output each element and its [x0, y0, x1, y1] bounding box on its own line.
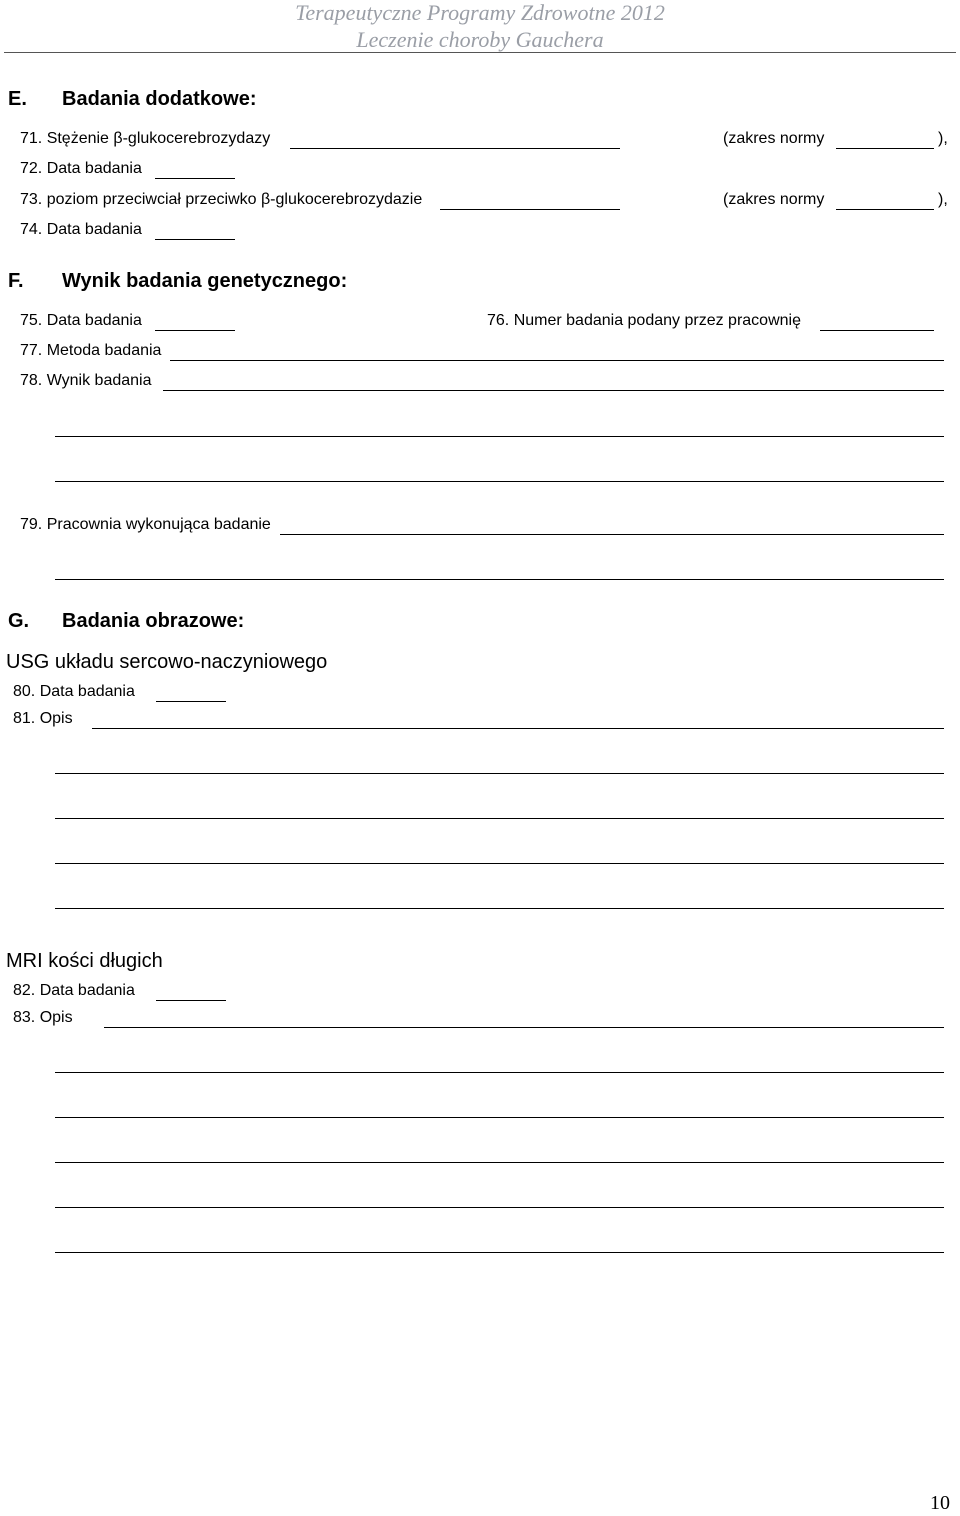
field-73-range-input-line[interactable] [836, 209, 934, 210]
field-73-input-line[interactable] [440, 209, 620, 210]
field-74-input-line[interactable] [155, 239, 235, 240]
field-71-range-close: ), [938, 130, 948, 147]
field-81-input-line[interactable] [92, 728, 944, 729]
field-83-input-line-6[interactable] [55, 1252, 944, 1253]
field-81-label: 81. Opis [13, 710, 73, 727]
field-73-label: 73. poziom przeciwciał przeciwko β-glukocerebrozydazie [20, 191, 423, 208]
field-78-input-line-3[interactable] [55, 481, 944, 482]
field-82-input-line[interactable] [156, 1000, 226, 1001]
field-83-input-line-2[interactable] [55, 1072, 944, 1073]
field-71-range-label: (zakres normy [723, 130, 825, 147]
section-f-letter: F. [8, 270, 24, 292]
field-71-range-input-line[interactable] [836, 148, 934, 149]
section-e-title: Badania dodatkowe: [62, 88, 257, 110]
section-f-title: Wynik badania genetycznego: [62, 270, 348, 292]
field-73-range-close: ), [938, 191, 948, 208]
field-79-label: 79. Pracownia wykonująca badanie [20, 516, 271, 533]
field-81-input-line-4[interactable] [55, 863, 944, 864]
field-81-input-line-5[interactable] [55, 908, 944, 909]
header-program-title: Terapeutyczne Programy Zdrowotne 2012 [295, 0, 665, 25]
field-80-label: 80. Data badania [13, 683, 135, 700]
section-e-letter: E. [8, 88, 27, 110]
field-73-range-label: (zakres normy [723, 191, 825, 208]
section-g-title: Badania obrazowe: [62, 610, 245, 632]
field-81-input-line-2[interactable] [55, 773, 944, 774]
field-77-label: 77. Metoda badania [20, 342, 162, 359]
field-72-input-line[interactable] [155, 178, 235, 179]
field-78-label: 78. Wynik badania [20, 372, 152, 389]
field-76-input-line[interactable] [820, 330, 934, 331]
field-83-input-line-5[interactable] [55, 1207, 944, 1208]
field-83-input-line[interactable] [104, 1027, 944, 1028]
section-g-letter: G. [8, 610, 30, 632]
usg-subsection-title: USG układu sercowo-naczyniowego [6, 651, 328, 673]
field-79-input-line-2[interactable] [55, 579, 944, 580]
page-number: 10 [930, 1492, 950, 1514]
field-77-input-line[interactable] [170, 360, 944, 361]
field-74-label: 74. Data badania [20, 221, 142, 238]
header-divider [4, 52, 956, 53]
field-83-input-line-3[interactable] [55, 1117, 944, 1118]
field-81-input-line-3[interactable] [55, 818, 944, 819]
field-80-input-line[interactable] [156, 701, 226, 702]
field-82-label: 82. Data badania [13, 982, 135, 999]
field-83-label: 83. Opis [13, 1009, 73, 1026]
field-78-input-line[interactable] [163, 390, 944, 391]
mri-subsection-title: MRI kości długich [6, 950, 163, 972]
field-71-label: 71. Stężenie β-glukocerebrozydazy [20, 130, 271, 147]
field-79-input-line[interactable] [280, 534, 944, 535]
field-75-input-line[interactable] [155, 330, 235, 331]
header-subtitle: Leczenie choroby Gauchera [356, 27, 604, 52]
field-78-input-line-2[interactable] [55, 436, 944, 437]
field-76-label: 76. Numer badania podany przez pracownię [487, 312, 801, 329]
field-72-label: 72. Data badania [20, 160, 142, 177]
field-71-input-line[interactable] [290, 148, 620, 149]
field-75-label: 75. Data badania [20, 312, 142, 329]
field-83-input-line-4[interactable] [55, 1162, 944, 1163]
